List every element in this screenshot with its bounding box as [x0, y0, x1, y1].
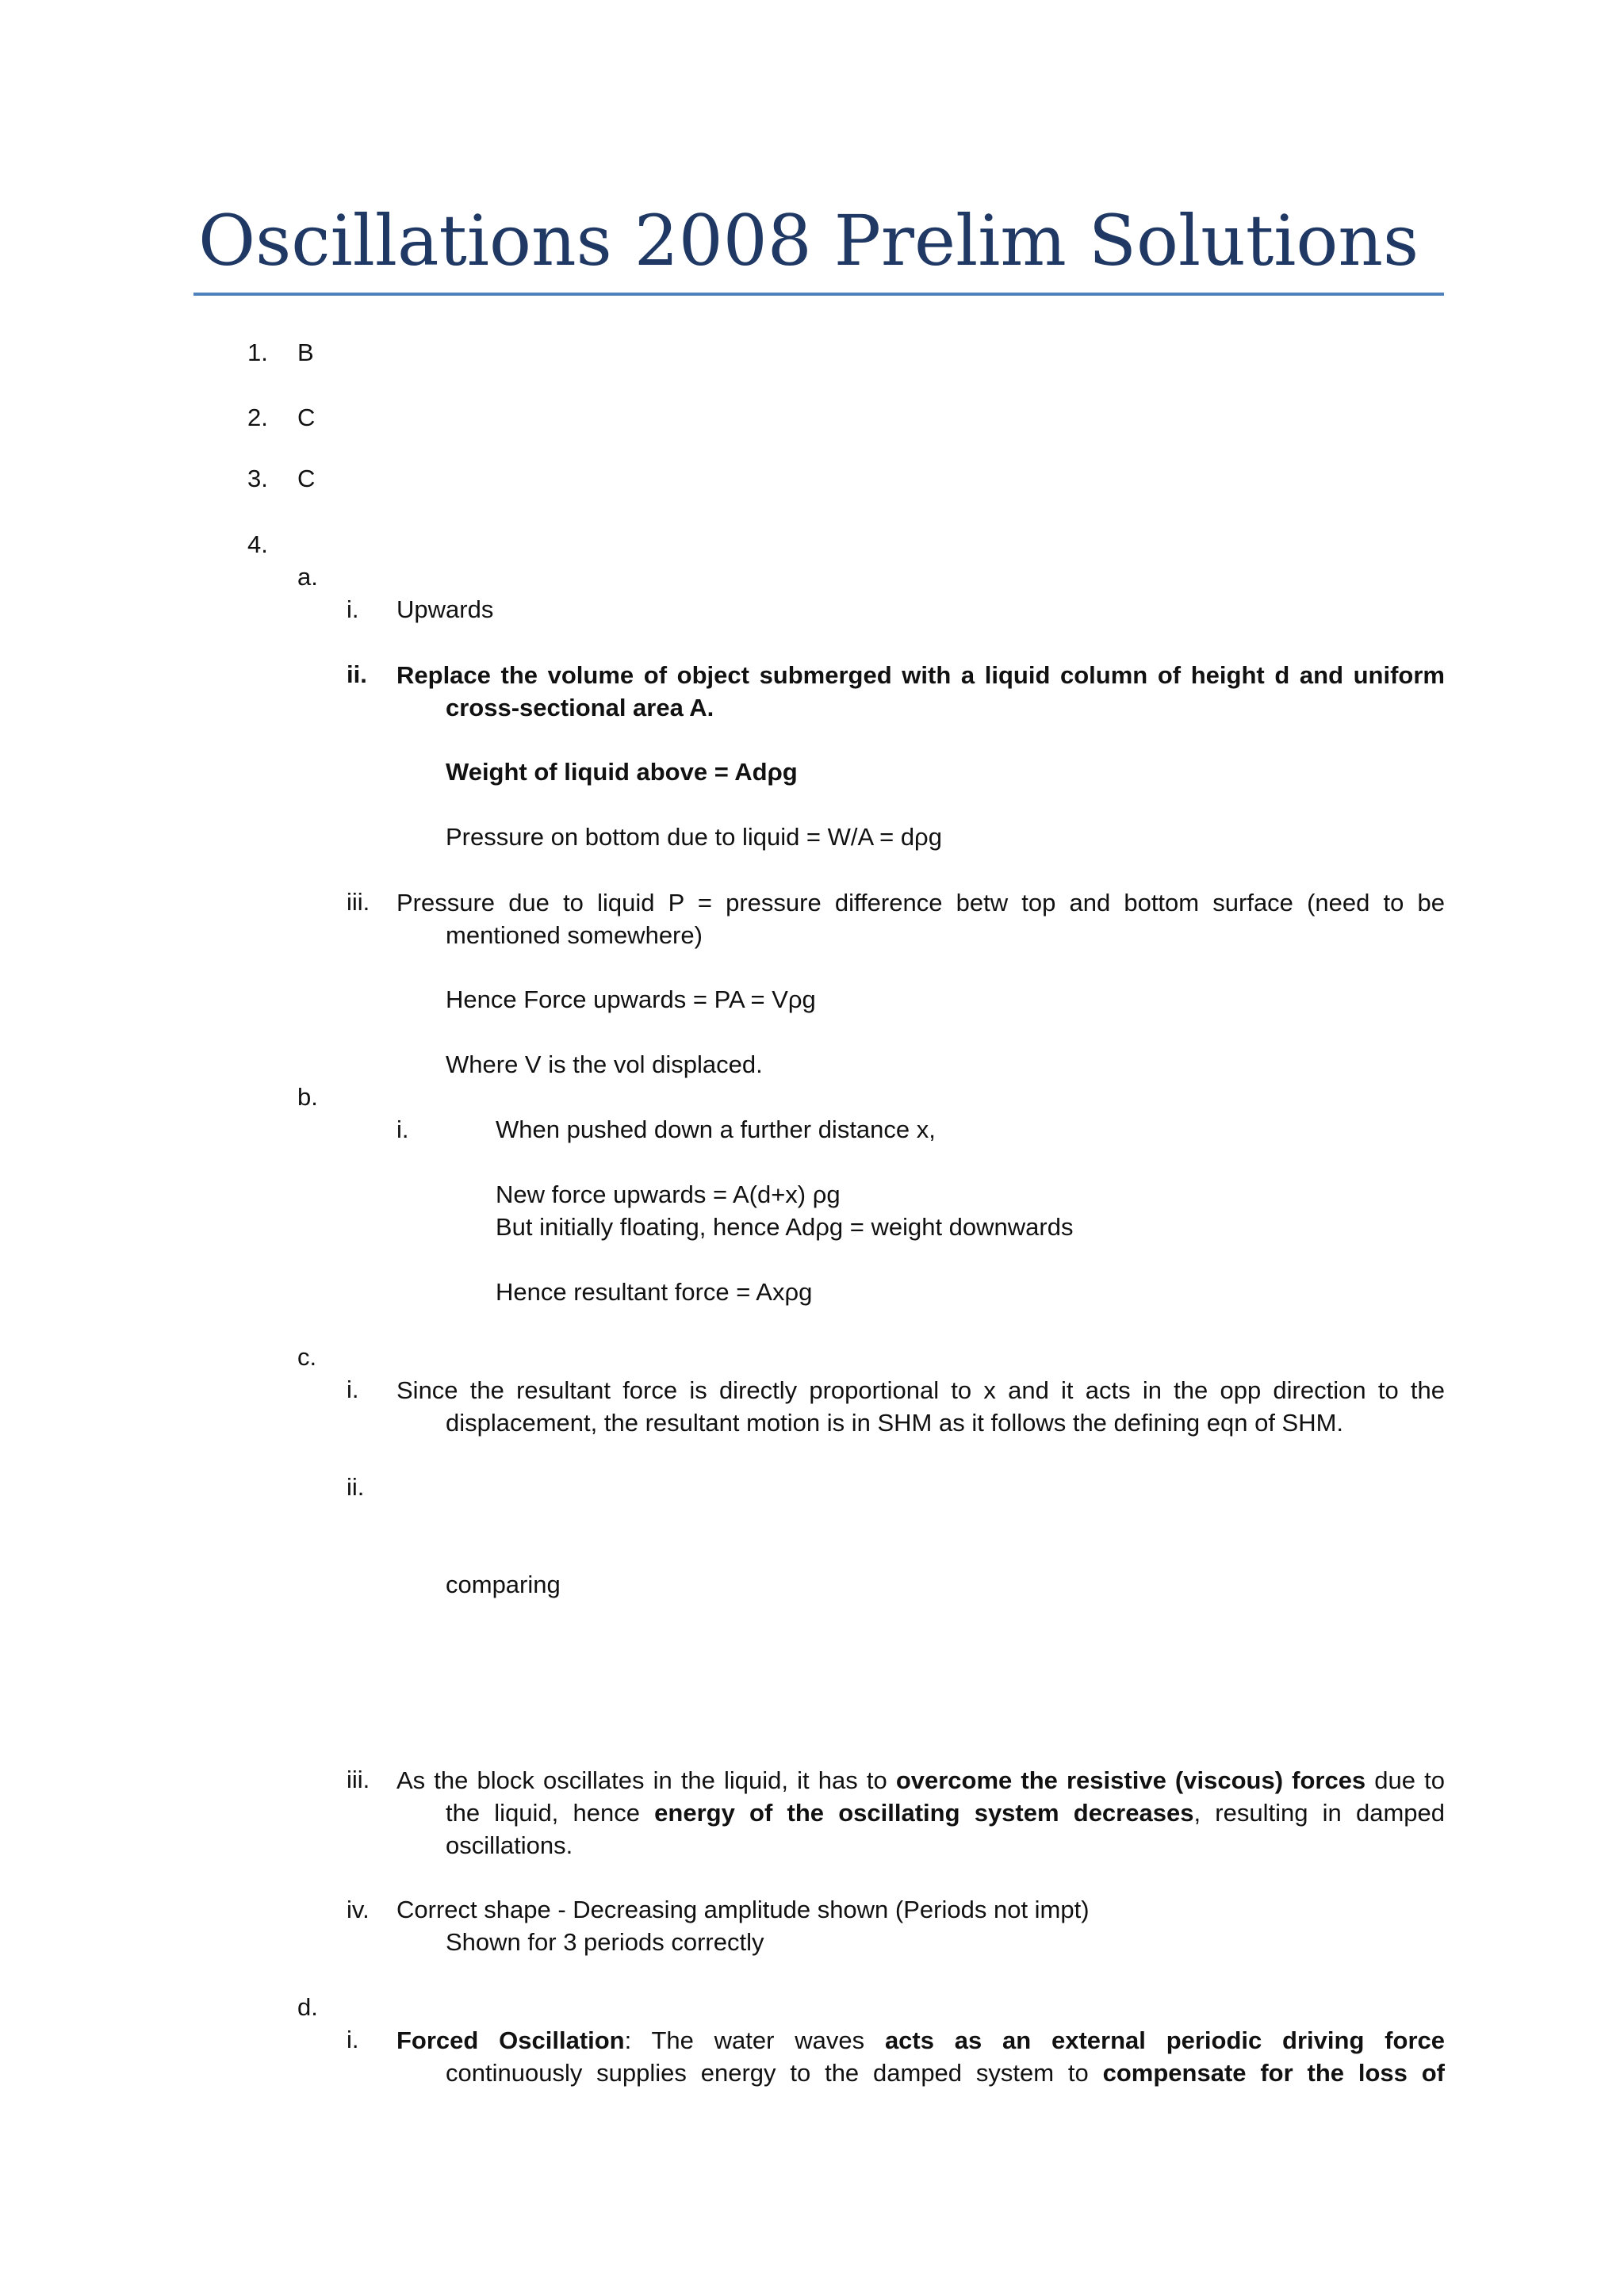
- part-d-label: d.: [297, 1993, 318, 2021]
- part-d-i-text: continuously supplies energy to the damped system to: [446, 2059, 1089, 2087]
- part-d-i-bold-driving-force: acts as an external periodic driving force: [884, 2026, 1445, 2054]
- part-d-i-label: i.: [347, 2026, 359, 2053]
- part-a-ii-line-1: Replace the volume of object submerged with a liquid column of height d and uniform: [396, 661, 1445, 689]
- answer-2-value: C: [297, 404, 316, 431]
- part-a-label: a.: [297, 563, 318, 591]
- question-4-number: 4.: [247, 530, 268, 558]
- part-a-iii-label: iii.: [347, 888, 370, 916]
- part-c-iii-text: , resulting in damped: [1193, 1799, 1446, 1827]
- part-c-label: c.: [297, 1343, 317, 1371]
- answer-3-number: 3.: [247, 465, 268, 492]
- part-d-i-bold-forced: Forced Oscillation: [396, 2026, 625, 2054]
- part-d-i-line-1: [396, 2024, 1445, 2057]
- part-c-i-line-1: Since the resultant force is directly proportional to x and it acts in the opp direction to the: [396, 1376, 1445, 1404]
- part-c-iii-label: iii.: [347, 1766, 370, 1793]
- part-a-i-label: i.: [347, 595, 359, 623]
- part-a-iii-force: Hence Force upwards = PA = Vρg: [446, 985, 816, 1013]
- answer-1-number: 1.: [247, 339, 268, 366]
- part-b-i-line-1: When pushed down a further distance x,: [496, 1115, 936, 1143]
- part-a-iii-line-1: Pressure due to liquid P = pressure difference betw top and bottom surface (need to be: [396, 889, 1445, 916]
- page-title: Oscillations 2008 Prelim Solutions: [198, 200, 1419, 281]
- part-c-iii-line-1: [396, 1764, 1445, 1797]
- answer-1-value: B: [297, 339, 314, 366]
- part-d-i-text: : The water waves: [624, 2026, 865, 2054]
- part-c-iii-bold-resistive: overcome the resistive (viscous) forces: [895, 1766, 1366, 1794]
- answer-3-value: C: [297, 465, 316, 492]
- part-c-iii-line-2: [446, 1797, 1445, 1829]
- part-a-ii-label: ii.: [347, 660, 367, 688]
- part-c-i-paragraph: [396, 1374, 1445, 1439]
- part-a-iii-paragraph: [396, 886, 1445, 951]
- part-b-label: b.: [297, 1083, 318, 1111]
- part-b-i-line-4: Hence resultant force = Axρg: [496, 1278, 813, 1306]
- part-a-iii-line-2: mentioned somewhere): [446, 921, 703, 949]
- part-c-iv-label: iv.: [347, 1896, 370, 1923]
- part-c-iv-line-2: Shown for 3 periods correctly: [446, 1928, 764, 1956]
- part-c-i-label: i.: [347, 1376, 359, 1403]
- part-c-iii-paragraph: [396, 1764, 1445, 1862]
- part-d-i-bold-compensate: compensate for the loss of: [1102, 2059, 1445, 2087]
- part-b-i-label: i.: [396, 1115, 409, 1143]
- part-c-iii-text: due to: [1374, 1766, 1445, 1794]
- part-b-i-line-2: New force upwards = A(d+x) ρg: [496, 1181, 841, 1208]
- part-d-i-paragraph: [396, 2024, 1445, 2089]
- part-c-iii-line-3: oscillations.: [446, 1831, 573, 1859]
- part-a-ii-paragraph: [396, 659, 1445, 724]
- part-c-iii-text: As the block oscillates in the liquid, it has to: [396, 1766, 887, 1794]
- part-c-iii-text: the liquid, hence: [446, 1799, 640, 1827]
- title-underline: [193, 293, 1444, 296]
- part-c-i-line-2: displacement, the resultant motion is in SHM as it follows the defining eqn of SHM.: [446, 1409, 1344, 1437]
- part-a-ii-pressure: Pressure on bottom due to liquid = W/A = dρg: [446, 823, 942, 851]
- part-c-ii-label: ii.: [347, 1473, 365, 1501]
- part-b-i-line-3: But initially floating, hence Adρg = weight downwards: [496, 1213, 1074, 1241]
- part-c-ii-comparing: comparing: [446, 1571, 561, 1598]
- part-a-iii-where: Where V is the vol displaced.: [446, 1050, 763, 1078]
- part-c-iv-line-1: Correct shape - Decreasing amplitude shown (Periods not impt): [396, 1896, 1090, 1923]
- part-a-ii-line-2: cross-sectional area A.: [446, 694, 714, 721]
- part-c-iii-bold-energy: energy of the oscillating system decreases: [654, 1799, 1194, 1827]
- part-a-i-text: Upwards: [396, 595, 494, 623]
- part-d-i-line-2: [446, 2057, 1445, 2089]
- answer-2-number: 2.: [247, 404, 268, 431]
- part-a-ii-weight: Weight of liquid above = Adρg: [446, 758, 798, 786]
